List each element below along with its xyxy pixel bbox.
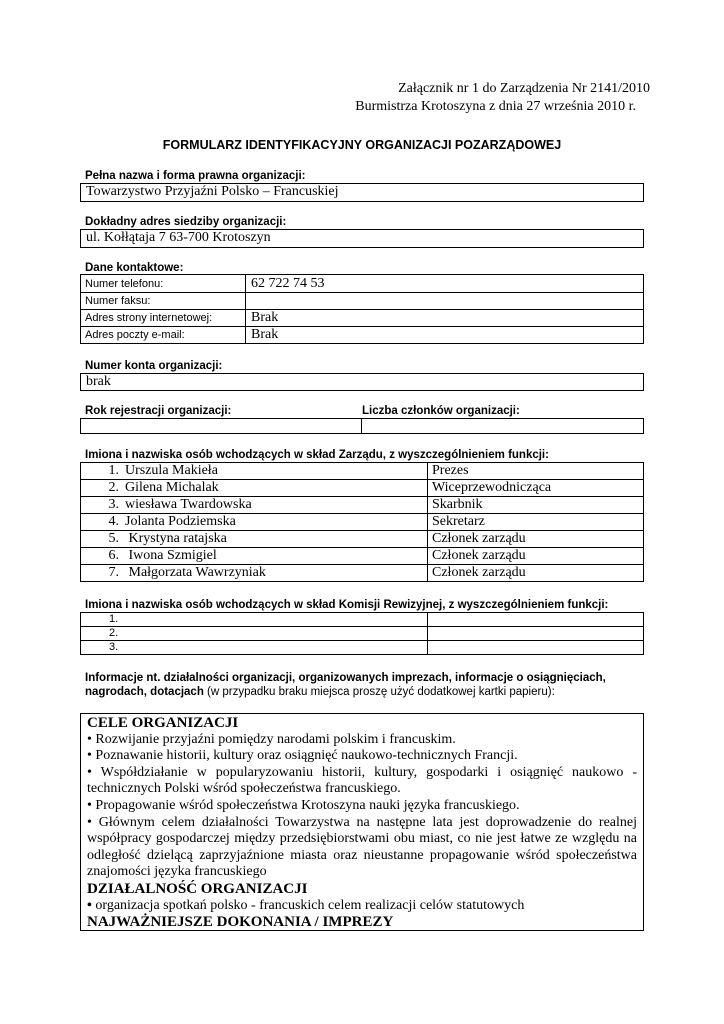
- address-field[interactable]: ul. Kołłątaja 7 63-700 Krotoszyn: [80, 229, 644, 248]
- section-heading-activity: DZIAŁALNOŚĆ ORGANIZACJI: [87, 880, 308, 897]
- table-row: [81, 497, 644, 514]
- table-row: [81, 531, 644, 548]
- revision-label: Imiona i nazwiska osób wchodzących w skład Komisji Rewizyjnej, z wyszczególnieniem funkcji:: [85, 599, 609, 611]
- board-member-name[interactable]: 6. Iwona Szmigiel: [81, 548, 428, 565]
- section-heading-achievements: NAJWAŻNIEJSZE DOKONANIA / IMPREZY: [87, 914, 394, 931]
- table-row: [81, 548, 644, 565]
- revision-member-name[interactable]: 2.: [81, 627, 428, 641]
- board-member-name[interactable]: 1. Urszula Makieła: [81, 463, 428, 480]
- registration-table: [80, 418, 644, 434]
- org-name-label: Pełna nazwa i forma prawna organizacji:: [85, 170, 306, 182]
- activity-description-box[interactable]: [80, 713, 644, 931]
- address-label: Dokładny adres siedziby organizacji:: [85, 216, 287, 228]
- revision-member-role[interactable]: [428, 613, 644, 627]
- board-member-role[interactable]: Członek zarządu: [428, 565, 644, 582]
- revision-table: [80, 612, 644, 655]
- contact-row-email: [81, 327, 644, 344]
- list-item: • Współdziałanie w popularyzowaniu historii, kultury, gospodarki i osiągnięć naukowo - technicznych Polski wśród społeczeństwa francuskiego.: [87, 764, 637, 797]
- board-member-name[interactable]: 3. wiesława Twardowska: [81, 497, 428, 514]
- list-item: • Rozwijanie przyjaźni pomiędzy narodami polskim i francuskim.: [87, 731, 456, 747]
- form-title: FORMULARZ IDENTYFIKACYJNY ORGANIZACJI POZARZĄDOWEJ: [162, 138, 562, 152]
- revision-member-role[interactable]: [428, 627, 644, 641]
- org-name-field[interactable]: Towarzystwo Przyjaźni Polsko – Francuskiej: [80, 183, 644, 202]
- table-row: [81, 565, 644, 582]
- email-field[interactable]: Brak: [246, 327, 644, 344]
- contact-table: [80, 274, 644, 344]
- board-member-role[interactable]: Skarbnik: [428, 497, 644, 514]
- board-label: Imiona i nazwiska osób wchodzących w skład Zarządu, z wyszczególnieniem funkcji:: [85, 449, 549, 461]
- members-count-label: Liczba członków organizacji:: [362, 405, 520, 417]
- table-row: [81, 627, 644, 641]
- contact-row-website: [81, 310, 644, 327]
- email-label: Adres poczty e-mail:: [81, 327, 246, 344]
- list-item: • Głównym celem działalności Towarzystwa na następne lata jest doprowadzenie do realnej współpracy gospodarczej między przedsiębiorstwami obu miast, co nie jest łatwe ze względu na odległość dzielącą zaprzyjaźnione miasta oraz nieustanne propagowanie wśród społeczeństwa znajomości języka francuskiego: [87, 814, 637, 880]
- phone-field[interactable]: 62 722 74 53: [246, 275, 644, 293]
- contact-label: Dane kontaktowe:: [85, 262, 184, 274]
- board-member-role[interactable]: Sekretarz: [428, 514, 644, 531]
- phone-label: Numer telefonu:: [81, 275, 246, 293]
- board-member-name[interactable]: 5. Krystyna ratajska: [81, 531, 428, 548]
- table-row: [81, 613, 644, 627]
- contact-row-fax: [81, 293, 644, 310]
- list-item: • Propagowanie wśród społeczeństwa Krotoszyna nauki języka francuskiego.: [87, 797, 520, 813]
- annex-reference: Załącznik nr 1 do Zarządzenia Nr 2141/2010: [398, 81, 650, 96]
- board-member-role[interactable]: Członek zarządu: [428, 548, 644, 565]
- list-item: • Poznawanie historii, kultury oraz osiągnięć naukowo-technicznych Francji.: [87, 748, 518, 764]
- table-row: [81, 480, 644, 497]
- revision-member-name[interactable]: 3.: [81, 641, 428, 655]
- fax-label: Numer faksu:: [81, 293, 246, 310]
- revision-member-name[interactable]: 1.: [81, 613, 428, 627]
- fax-field[interactable]: [246, 293, 644, 310]
- table-row: [81, 514, 644, 531]
- board-member-role[interactable]: Prezes: [428, 463, 644, 480]
- contact-row-phone: [81, 275, 644, 293]
- board-member-name[interactable]: 7. Małgorzata Wawrzyniak: [81, 565, 428, 582]
- board-table: [80, 462, 644, 582]
- website-field[interactable]: Brak: [246, 310, 644, 327]
- revision-member-role[interactable]: [428, 641, 644, 655]
- registration-year-label: Rok rejestracji organizacji:: [85, 405, 232, 417]
- board-member-name[interactable]: 2. Gilena Michalak: [81, 480, 428, 497]
- account-label: Numer konta organizacji:: [85, 360, 223, 372]
- website-label: Adres strony internetowej:: [81, 310, 246, 327]
- table-row: [81, 641, 644, 655]
- board-member-name[interactable]: 4. Jolanta Podziemska: [81, 514, 428, 531]
- list-item: • organizacja spotkań polsko - francuskich celem realizacji celów statutowych: [87, 897, 525, 913]
- members-count-field[interactable]: [362, 419, 644, 434]
- info-label: Informacje nt. działalności organizacji, organizowanych imprezach, informacje o osiągnięciach, nagrodach, dotacjach (w przypadku braku miejsca proszę użyć dodatkowej kartki papieru):: [85, 672, 606, 698]
- board-member-role[interactable]: Członek zarządu: [428, 531, 644, 548]
- board-member-role[interactable]: Wiceprzewodnicząca: [428, 480, 644, 497]
- annex-issuer: Burmistrza Krotoszyna z dnia 27 września 2010 r.: [355, 99, 636, 114]
- account-field[interactable]: brak: [80, 373, 644, 391]
- section-heading-goals: CELE ORGANIZACJI: [87, 715, 239, 731]
- registration-year-field[interactable]: [81, 419, 362, 434]
- table-row: [81, 463, 644, 480]
